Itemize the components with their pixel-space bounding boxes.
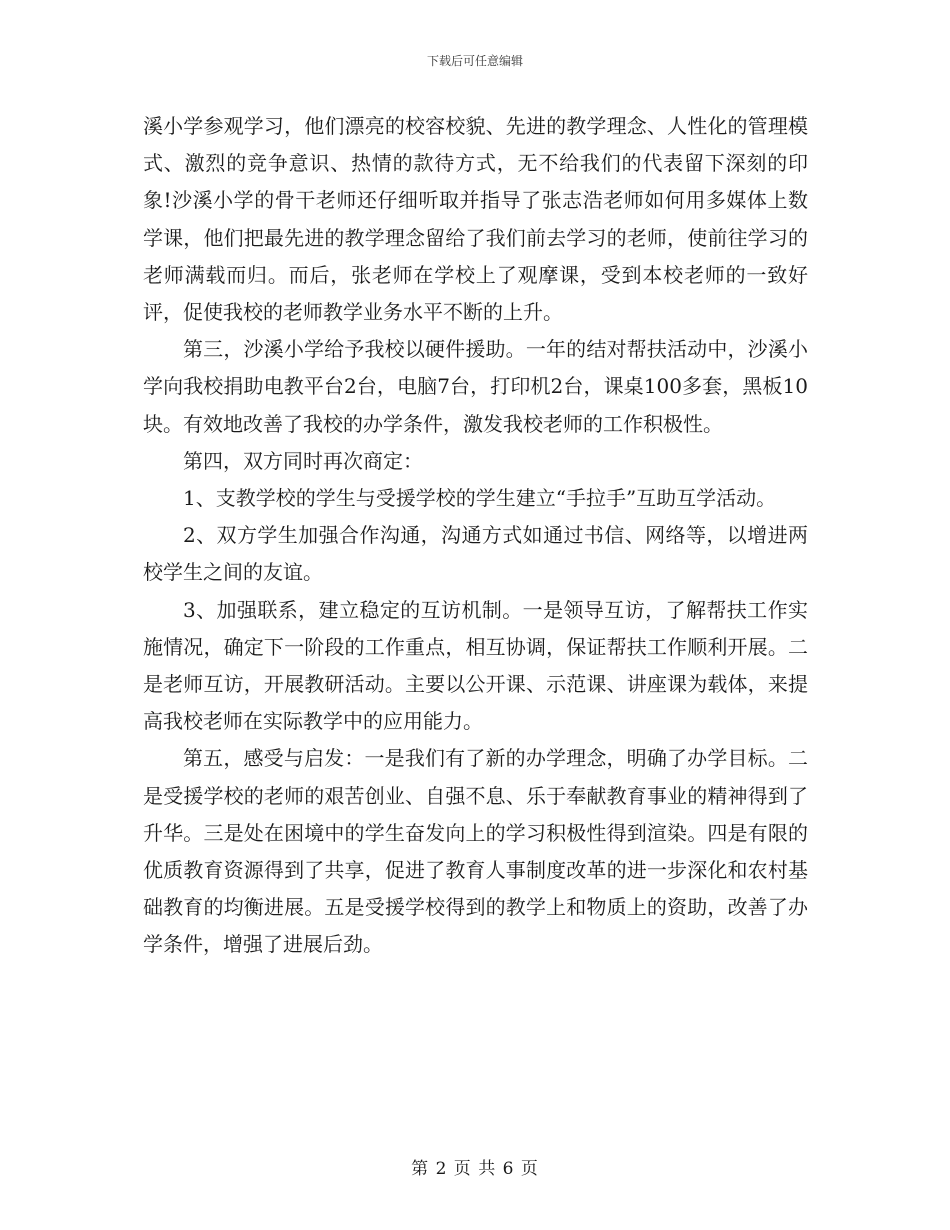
paragraph: 3、加强联系，建立稳定的互访机制。一是领导互访，了解帮扶工作实施情况，确定下一阶段的工作重点，相互协调，保证帮扶工作顺利开展。二是老师互访，开展教研活动。主要以公开课、示范课、讲座课为载体，来提高我校老师在实际教学中的应用能力。 (143, 597, 808, 734)
document-body (143, 108, 808, 964)
paragraph: 2、双方学生加强合作沟通，沟通方式如通过书信、网络等，以增进两校学生之间的友谊。 (143, 523, 808, 585)
paragraph: 溪小学参观学习，他们漂亮的校容校貌、先进的教学理念、人性化的管理模式、激烈的竞争意识、热情的款待方式，无不给我们的代表留下深刻的印象!沙溪小学的骨干老师还仔细听取并指导了张志浩老师如何用多媒体上数学课，他们把最先进的教学理念留给了我们前去学习的老师，使前往学习的老师满载而归。而后，张老师在学校上了观摩课，受到本校老师的一致好评，促使我校的老师教学业务水平不断的上升。 (143, 114, 808, 325)
paragraph: 第五，感受与启发：一是我们有了新的办学理念，明确了办学目标。二是受援学校的老师的艰苦创业、自强不息、乐于奉献教育事业的精神得到了升华。三是处在困境中的学生奋发向上的学习积极性得到渲染。四是有限的优质教育资源得到了共享，促进了教育人事制度改革的进一步深化和农村基础教育的均衡进展。五是受援学校得到的教学上和物质上的资助，改善了办学条件，增强了进展后劲。 (143, 746, 808, 957)
paragraph: 第三，沙溪小学给予我校以硬件援助。一年的结对帮扶活动中，沙溪小学向我校捐助电教平台2台，电脑7台，打印机2台，课桌100多套，黑板10块。有效地改善了我校的办学条件，激发我校老师的工作积极性。 (143, 337, 808, 436)
page-header: 下载后可任意编辑 (426, 54, 523, 68)
page-number: 第 2 页 共 6 页 (411, 1159, 539, 1179)
paragraph: 1、支教学校的学生与受援学校的学生建立“手拉手”互助互学活动。 (183, 486, 777, 511)
paragraph: 第四，双方同时再次商定： (183, 448, 423, 473)
